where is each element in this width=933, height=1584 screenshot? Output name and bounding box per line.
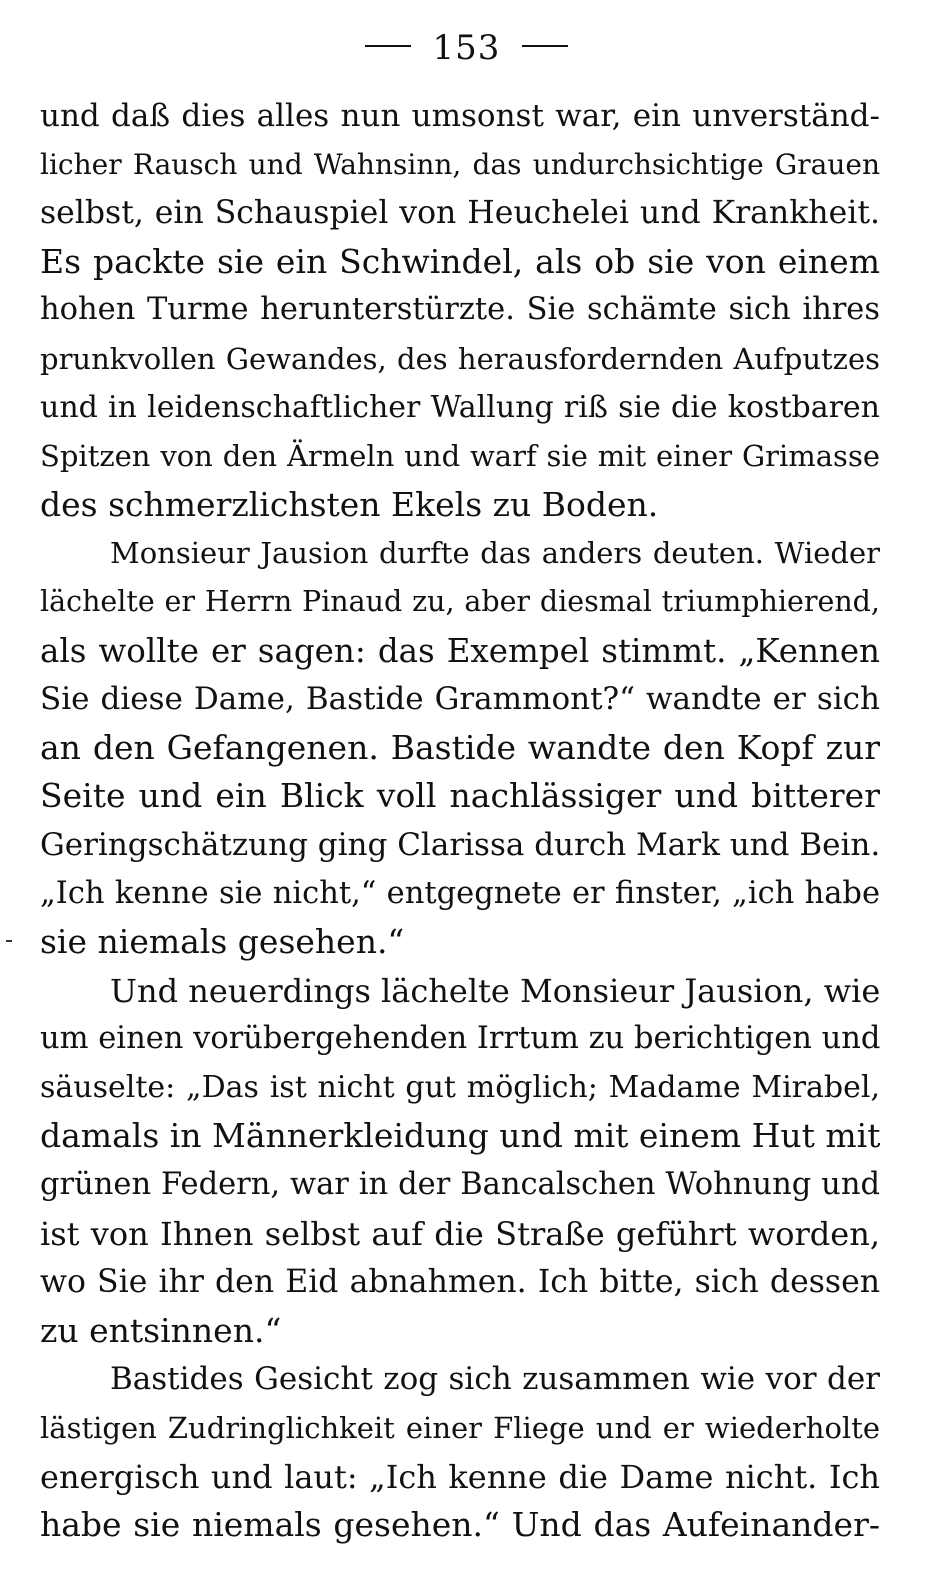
text-line: Und neuerdings lächelte Monsieur Jausion, wie xyxy=(110,971,880,1010)
header-dash-right xyxy=(522,45,568,47)
text-line: des schmerzlichsten Ekels zu Boden. xyxy=(40,484,659,524)
text-line: Geringschätzung ging Clarissa durch Mark und Bein. xyxy=(40,826,880,863)
text-line: als wollte er sagen: das Exempel stimmt. „Kennen xyxy=(40,631,880,670)
text-line: damals in Männerkleidung und mit einem Hut mit xyxy=(40,1116,880,1156)
page-header xyxy=(0,20,933,76)
text-line: selbst, ein Schauspiel von Heuchelei und Krankheit. xyxy=(40,195,880,232)
text-line: um einen vorübergehenden Irrtum zu berichtigen und xyxy=(40,1021,880,1057)
text-line: und in leidenschaftlicher Wallung riß sie die kostbaren xyxy=(40,389,880,425)
text-line: an den Gefangenen. Bastide wandte den Kopf zur xyxy=(40,727,880,767)
text-line: wo Sie ihr den Eid abnahmen. Ich bitte, sich dessen xyxy=(40,1264,880,1301)
text-line: Monsieur Jausion durfte das anders deuten. Wieder xyxy=(110,536,880,571)
text-line: licher Rausch und Wahnsinn, das undurchsichtige Grauen xyxy=(40,147,880,181)
text-line: grünen Federn, war in der Bancalschen Wohnung und xyxy=(40,1167,880,1203)
text-line: hohen Turme herunterstürzte. Sie schämte sich ihres xyxy=(40,292,880,328)
page-number: 153 xyxy=(432,28,501,68)
text-line: zu entsinnen.“ xyxy=(40,1310,282,1350)
text-line: Spitzen von den Ärmeln und warf sie mit einer Grimasse xyxy=(40,439,880,474)
body-text xyxy=(40,92,880,1550)
text-line: und daß dies alles nun umsonst war, ein unverständ- xyxy=(40,98,880,134)
margin-mark xyxy=(6,940,12,942)
text-line: „Ich kenne sie nicht,“ entgegnete er finster, „ich habe xyxy=(40,875,880,911)
text-line: habe sie niemals gesehen.“ Und das Aufeinander- xyxy=(40,1505,880,1545)
text-line: lästigen Zudringlichkeit einer Fliege und er wiederholte xyxy=(40,1411,880,1446)
text-line: Bastides Gesicht zog sich zusammen wie vor der xyxy=(110,1361,880,1398)
header-dash-left xyxy=(365,45,411,47)
text-line: prunkvollen Gewandes, des herausfordernden Aufputzes xyxy=(40,341,880,376)
text-line: Sie diese Dame, Bastide Grammont?“ wandte er sich xyxy=(40,681,880,718)
text-line: ist von Ihnen selbst auf die Straße geführt worden, xyxy=(40,1214,880,1253)
text-line: lächelte er Herrn Pinaud zu, aber diesmal triumphierend, xyxy=(40,584,880,618)
text-line: Es packte sie ein Schwindel, als ob sie von einem xyxy=(40,241,880,281)
text-line: energisch und laut: „Ich kenne die Dame nicht. Ich xyxy=(40,1457,880,1496)
text-line: Seite und ein Blick voll nachlässiger und bitterer xyxy=(40,776,880,816)
text-line: säuselte: „Das ist nicht gut möglich; Madame Mirabel, xyxy=(40,1069,880,1105)
text-line: sie niemals gesehen.“ xyxy=(40,922,405,962)
